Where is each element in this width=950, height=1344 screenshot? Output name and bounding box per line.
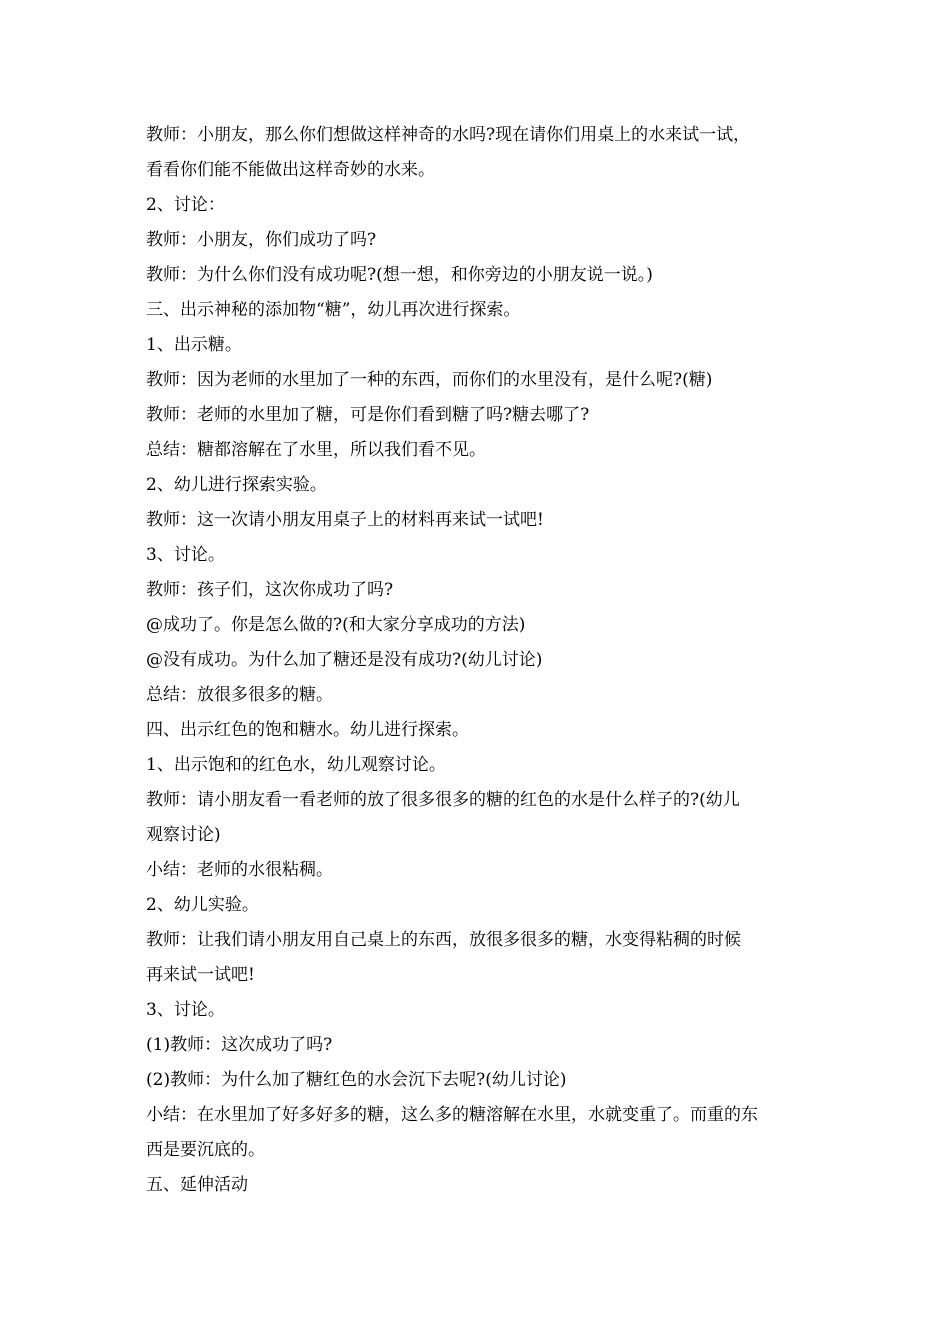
text-line: 观察讨论) bbox=[146, 825, 221, 845]
text-line: (1)教师：这次成功了吗? bbox=[146, 1035, 333, 1055]
text-line: 教师：老师的水里加了糖，可是你们看到糖了吗?糖去哪了? bbox=[146, 405, 590, 425]
text-line: 西是要沉底的。 bbox=[146, 1140, 265, 1160]
text-line: 3、讨论。 bbox=[146, 1000, 225, 1020]
text-line: 教师：小朋友，你们成功了吗? bbox=[146, 230, 377, 250]
text-line: 教师：让我们请小朋友用自己桌上的东西，放很多很多的糖，水变得粘稠的时候 bbox=[146, 930, 741, 950]
text-line: @没有成功。为什么加了糖还是没有成功?(幼儿讨论) bbox=[146, 650, 543, 670]
text-line: @成功了。你是怎么做的?(和大家分享成功的方法) bbox=[146, 615, 526, 635]
text-line: 1、出示糖。 bbox=[146, 335, 242, 355]
section-heading: 五、延伸活动 bbox=[146, 1175, 248, 1195]
text-line: 教师：请小朋友看一看老师的放了很多很多的糖的红色的水是什么样子的?(幼儿 bbox=[146, 790, 740, 810]
text-line: 2、幼儿实验。 bbox=[146, 895, 259, 915]
text-line: 再来试一试吧! bbox=[146, 965, 255, 985]
text-line: 1、出示饱和的红色水，幼儿观察讨论。 bbox=[146, 755, 446, 775]
text-line: 总结：糖都溶解在了水里，所以我们看不见。 bbox=[146, 440, 486, 460]
text-line: 小结：在水里加了好多好多的糖，这么多的糖溶解在水里，水就变重了。而重的东 bbox=[146, 1105, 758, 1125]
text-line: 3、讨论。 bbox=[146, 545, 225, 565]
text-line: 教师：孩子们，这次你成功了吗? bbox=[146, 580, 394, 600]
text-line: 看看你们能不能做出这样奇妙的水来。 bbox=[146, 160, 435, 180]
document-page bbox=[146, 118, 814, 1203]
text-line: 教师：为什么你们没有成功呢?(想一想，和你旁边的小朋友说一说。) bbox=[146, 265, 653, 285]
text-line: (2)教师：为什么加了糖红色的水会沉下去呢?(幼儿讨论) bbox=[146, 1070, 567, 1090]
text-line: 2、幼儿进行探索实验。 bbox=[146, 475, 327, 495]
section-heading: 四、出示红色的饱和糖水。幼儿进行探索。 bbox=[146, 720, 469, 740]
text-line: 教师：因为老师的水里加了一种的东西，而你们的水里没有，是什么呢?(糖) bbox=[146, 370, 713, 390]
section-heading: 三、出示神秘的添加物“糖”，幼儿再次进行探索。 bbox=[146, 300, 521, 320]
text-line: 总结：放很多很多的糖。 bbox=[146, 685, 333, 705]
text-line: 2、讨论： bbox=[146, 195, 225, 215]
text-line: 教师：小朋友，那么你们想做这样神奇的水吗?现在请你们用桌上的水来试一试， bbox=[146, 125, 751, 145]
text-line: 小结：老师的水很粘稠。 bbox=[146, 860, 333, 880]
text-line: 教师：这一次请小朋友用桌子上的材料再来试一试吧! bbox=[146, 510, 544, 530]
